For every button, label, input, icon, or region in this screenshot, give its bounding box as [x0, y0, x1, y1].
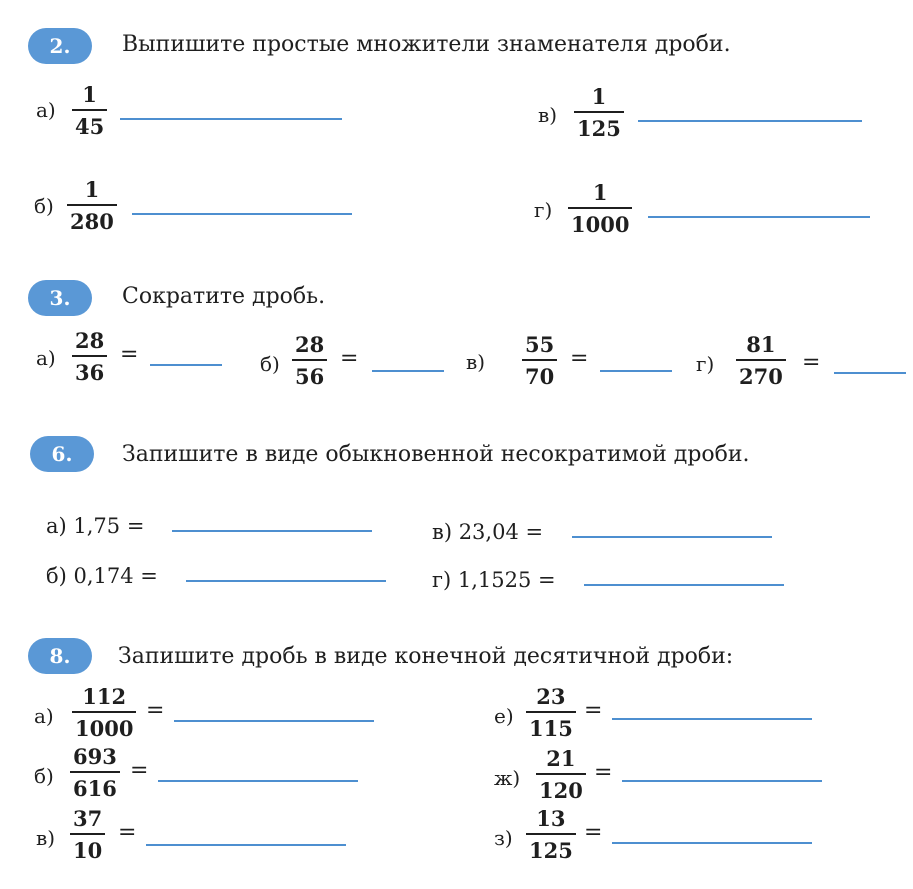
- ex3-v-label: в): [466, 350, 486, 374]
- ex2-v-answer-line[interactable]: [638, 120, 862, 122]
- ex8-b-numerator: 693: [73, 744, 117, 769]
- exercise-2-badge: 2.: [28, 28, 92, 64]
- ex3-g-fraction: [736, 332, 786, 389]
- fraction-bar: [736, 359, 786, 361]
- ex3-v-equals: =: [570, 346, 589, 371]
- fraction-bar: [536, 773, 586, 775]
- ex3-v-fraction: [522, 332, 557, 389]
- exercise-6-badge: 6.: [30, 436, 94, 472]
- ex8-v-denominator: 10: [73, 838, 103, 863]
- exercise-3-badge: 3.: [28, 280, 92, 316]
- ex3-v-answer-line[interactable]: [600, 370, 672, 372]
- ex3-g-denominator: 270: [739, 364, 783, 389]
- fraction-bar: [292, 359, 327, 361]
- ex3-a-answer-line[interactable]: [150, 364, 222, 366]
- ex8-a-numerator: 112: [82, 684, 127, 709]
- ex2-a-answer-line[interactable]: [120, 118, 342, 120]
- ex8-z-denominator: 125: [529, 838, 573, 863]
- ex8-b-fraction: [70, 744, 120, 801]
- ex6-g-answer-line[interactable]: [584, 584, 784, 586]
- ex3-b-equals: =: [340, 346, 359, 371]
- ex3-a-fraction: [72, 328, 107, 385]
- ex2-a-denominator: 45: [75, 114, 105, 139]
- exercise-6-title: Запишите в виде обыкновенной несократимой дроби.: [122, 442, 750, 467]
- ex2-b-denominator: 280: [70, 209, 114, 234]
- ex8-a-answer-line[interactable]: [174, 720, 374, 722]
- ex3-b-fraction: [292, 332, 327, 389]
- ex8-v-label: в): [36, 826, 56, 850]
- ex3-g-equals: =: [802, 350, 821, 375]
- ex2-g-label: г): [534, 198, 553, 222]
- ex3-b-denominator: 56: [295, 364, 325, 389]
- ex8-e-equals: =: [584, 698, 603, 723]
- ex3-a-equals: =: [120, 342, 139, 367]
- ex3-v-numerator: 55: [525, 332, 555, 357]
- fraction-bar: [526, 711, 576, 713]
- ex3-b-numerator: 28: [295, 332, 325, 357]
- ex8-b-answer-line[interactable]: [158, 780, 358, 782]
- fraction-bar: [70, 771, 120, 773]
- ex8-v-answer-line[interactable]: [146, 844, 346, 846]
- ex3-g-label: г): [696, 352, 715, 376]
- ex2-a-fraction: [72, 82, 107, 139]
- ex2-v-label: в): [538, 103, 558, 127]
- ex6-b-text: б) 0,174 =: [46, 564, 158, 588]
- ex8-a-equals: =: [146, 698, 165, 723]
- ex2-v-numerator: 1: [591, 84, 607, 109]
- ex8-zh-equals: =: [594, 760, 613, 785]
- exercise-2-title: Выпишите простые множители знаменателя дроби.: [122, 32, 731, 57]
- ex2-g-fraction: [568, 180, 632, 237]
- ex3-a-denominator: 36: [75, 360, 105, 385]
- exercise-8-title: Запишите дробь в виде конечной десятичной дроби:: [118, 644, 734, 669]
- ex8-e-denominator: 115: [529, 716, 573, 741]
- ex8-zh-answer-line[interactable]: [622, 780, 822, 782]
- ex8-e-fraction: [526, 684, 576, 741]
- fraction-bar: [72, 109, 107, 111]
- ex8-a-denominator: 1000: [75, 716, 134, 741]
- exercise-8-badge: 8.: [28, 638, 92, 674]
- ex8-a-fraction: [72, 684, 136, 741]
- ex3-g-numerator: 81: [746, 332, 776, 357]
- ex3-a-numerator: 28: [75, 328, 105, 353]
- ex3-b-label: б): [260, 352, 280, 376]
- ex8-b-label: б): [34, 764, 54, 788]
- ex2-v-denominator: 125: [577, 116, 621, 141]
- ex8-zh-label: ж): [494, 766, 521, 790]
- ex8-b-equals: =: [130, 758, 149, 783]
- ex2-v-fraction: [574, 84, 624, 141]
- ex8-a-label: а): [34, 704, 54, 728]
- ex8-z-answer-line[interactable]: [612, 842, 812, 844]
- ex6-v-text: в) 23,04 =: [432, 520, 544, 544]
- ex6-a-text: а) 1,75 =: [46, 514, 145, 538]
- ex2-b-label: б): [34, 194, 54, 218]
- ex8-e-label: е): [494, 704, 514, 728]
- fraction-bar: [526, 833, 576, 835]
- ex8-v-fraction: [70, 806, 105, 863]
- ex8-v-numerator: 37: [73, 806, 103, 831]
- ex8-zh-denominator: 120: [539, 778, 583, 803]
- fraction-bar: [72, 711, 136, 713]
- ex8-b-denominator: 616: [73, 776, 117, 801]
- ex6-a-answer-line[interactable]: [172, 530, 372, 532]
- ex2-g-answer-line[interactable]: [648, 216, 870, 218]
- ex8-z-equals: =: [584, 820, 603, 845]
- ex6-g-text: г) 1,1525 =: [432, 568, 556, 592]
- fraction-bar: [568, 207, 632, 209]
- ex2-g-numerator: 1: [592, 180, 608, 205]
- ex3-v-denominator: 70: [525, 364, 555, 389]
- ex3-a-label: а): [36, 346, 56, 370]
- ex2-a-numerator: 1: [82, 82, 97, 107]
- ex3-b-answer-line[interactable]: [372, 370, 444, 372]
- fraction-bar: [70, 833, 105, 835]
- ex8-z-label: з): [494, 826, 513, 850]
- fraction-bar: [522, 359, 557, 361]
- ex8-zh-numerator: 21: [546, 746, 576, 771]
- ex8-z-fraction: [526, 806, 576, 863]
- ex2-b-fraction: [67, 177, 117, 234]
- ex8-zh-fraction: [536, 746, 586, 803]
- ex2-b-numerator: 1: [84, 177, 100, 202]
- ex2-a-label: а): [36, 98, 56, 122]
- fraction-bar: [67, 204, 117, 206]
- ex8-v-equals: =: [118, 820, 137, 845]
- exercise-3-title: Сократите дробь.: [122, 284, 326, 309]
- ex8-z-numerator: 13: [536, 806, 566, 831]
- ex2-b-answer-line[interactable]: [132, 213, 352, 215]
- ex3-g-answer-line[interactable]: [834, 372, 906, 374]
- ex6-v-answer-line[interactable]: [572, 536, 772, 538]
- fraction-bar: [72, 355, 107, 357]
- fraction-bar: [574, 111, 624, 113]
- ex2-g-denominator: 1000: [571, 212, 630, 237]
- ex8-e-answer-line[interactable]: [612, 718, 812, 720]
- ex8-e-numerator: 23: [536, 684, 566, 709]
- ex6-b-answer-line[interactable]: [186, 580, 386, 582]
